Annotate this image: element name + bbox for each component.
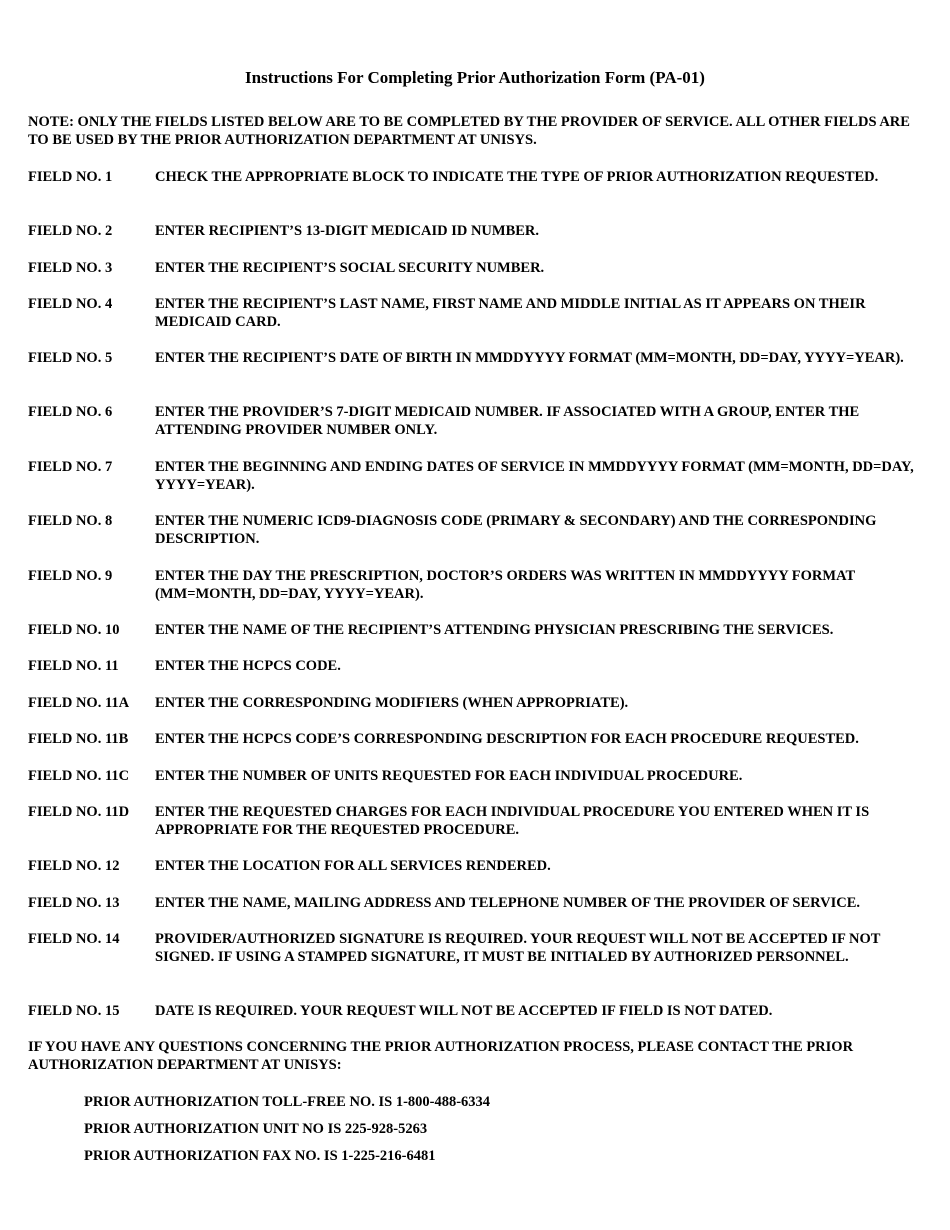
field-instruction-5 <box>28 349 928 367</box>
field-label: FIELD NO. 2 <box>28 223 113 239</box>
field-label: FIELD NO. 11B <box>28 731 129 747</box>
field-text: ENTER THE NAME, MAILING ADDRESS AND TELEPHONE NUMBER OF THE PROVIDER OF SERVICE. <box>155 895 860 911</box>
field-label: FIELD NO. 5 <box>28 350 113 366</box>
field-label: FIELD NO. 11 <box>28 658 119 674</box>
field-label: FIELD NO. 11A <box>28 695 130 711</box>
field-text: ENTER THE RECIPIENT’S SOCIAL SECURITY NUMBER. <box>155 260 545 276</box>
field-text: ENTER THE RECIPIENT’S LAST NAME, FIRST NAME AND MIDDLE INITIAL AS IT APPEARS ON THEIR MEDICAID CARD. <box>155 296 866 330</box>
field-instruction-6 <box>28 403 928 439</box>
field-instruction-11a <box>28 694 928 712</box>
field-text: ENTER THE REQUESTED CHARGES FOR EACH INDIVIDUAL PROCEDURE YOU ENTERED WHEN IT IS APPROPRIATE FOR THE REQUESTED PROCEDURE. <box>155 804 870 838</box>
contact-intro-paragraph: IF YOU HAVE ANY QUESTIONS CONCERNING THE PRIOR AUTHORIZATION PROCESS, PLEASE CONTACT THE PRIOR AUTHORIZATION DEPARTMENT AT UNISYS: <box>28 1039 854 1073</box>
fax-number: PRIOR AUTHORIZATION FAX NO. IS 1-225-216-6481 <box>84 1148 436 1164</box>
field-text: ENTER THE CORRESPONDING MODIFIERS (WHEN APPROPRIATE). <box>155 695 629 711</box>
field-label: FIELD NO. 6 <box>28 404 113 420</box>
field-instruction-11d <box>28 803 928 839</box>
field-label: FIELD NO. 12 <box>28 858 120 874</box>
field-label: FIELD NO. 7 <box>28 459 113 475</box>
field-text: PROVIDER/AUTHORIZED SIGNATURE IS REQUIRED. YOUR REQUEST WILL NOT BE ACCEPTED IF NOT SIGNED. IF USING A STAMPED SIGNATURE, IT MUST BE INITIALED BY AUTHORIZED PERSONNEL. <box>155 931 881 965</box>
field-label: FIELD NO. 15 <box>28 1003 120 1019</box>
field-instruction-10 <box>28 621 928 639</box>
field-text: ENTER THE DAY THE PRESCRIPTION, DOCTOR’S ORDERS WAS WRITTEN IN MMDDYYYY FORMAT (MM=MONTH, DD=DAY, YYYY=YEAR). <box>155 568 855 602</box>
field-label: FIELD NO. 11D <box>28 804 130 820</box>
field-label: FIELD NO. 3 <box>28 260 113 276</box>
field-text: ENTER THE NUMERIC ICD9-DIAGNOSIS CODE (PRIMARY & SECONDARY) AND THE CORRESPONDING DESCRIPTION. <box>155 513 877 547</box>
field-text: ENTER THE RECIPIENT’S DATE OF BIRTH IN MMDDYYYY FORMAT (MM=MONTH, DD=DAY, YYYY=YEAR). <box>155 350 904 366</box>
field-text: ENTER THE NAME OF THE RECIPIENT’S ATTENDING PHYSICIAN PRESCRIBING THE SERVICES. <box>155 622 834 638</box>
field-text: ENTER THE NUMBER OF UNITS REQUESTED FOR EACH INDIVIDUAL PROCEDURE. <box>155 768 743 784</box>
field-text: ENTER THE BEGINNING AND ENDING DATES OF SERVICE IN MMDDYYYY FORMAT (MM=MONTH, DD=DAY, YYYY=YEAR). <box>155 459 914 493</box>
field-label: FIELD NO. 10 <box>28 622 120 638</box>
field-instruction-11c <box>28 767 928 785</box>
field-label: FIELD NO. 1 <box>28 169 113 185</box>
field-instruction-7 <box>28 458 928 494</box>
field-instruction-13 <box>28 894 928 912</box>
field-label: FIELD NO. 8 <box>28 513 113 529</box>
field-text: DATE IS REQUIRED. YOUR REQUEST WILL NOT BE ACCEPTED IF FIELD IS NOT DATED. <box>155 1003 773 1019</box>
field-instruction-14 <box>28 930 928 966</box>
field-instruction-2 <box>28 222 928 240</box>
field-instruction-1 <box>28 168 928 186</box>
toll-free-number: PRIOR AUTHORIZATION TOLL-FREE NO. IS 1-800-488-6334 <box>84 1094 491 1110</box>
field-label: FIELD NO. 11C <box>28 768 130 784</box>
field-label: FIELD NO. 9 <box>28 568 113 584</box>
page-title: Instructions For Completing Prior Authorization Form (PA-01) <box>245 68 705 87</box>
field-text: ENTER RECIPIENT’S 13-DIGIT MEDICAID ID NUMBER. <box>155 223 540 239</box>
field-instruction-4 <box>28 295 928 331</box>
field-text: CHECK THE APPROPRIATE BLOCK TO INDICATE THE TYPE OF PRIOR AUTHORIZATION REQUESTED. <box>155 169 879 185</box>
field-text: ENTER THE HCPCS CODE’S CORRESPONDING DESCRIPTION FOR EACH PROCEDURE REQUESTED. <box>155 731 859 747</box>
field-label: FIELD NO. 13 <box>28 895 120 911</box>
field-instruction-3 <box>28 259 928 277</box>
field-instruction-12 <box>28 857 928 875</box>
field-instruction-11 <box>28 657 928 675</box>
field-label: FIELD NO. 4 <box>28 296 113 312</box>
field-instruction-9 <box>28 567 928 603</box>
field-instruction-15 <box>28 1002 928 1020</box>
field-label: FIELD NO. 14 <box>28 931 120 947</box>
unit-number: PRIOR AUTHORIZATION UNIT NO IS 225-928-5263 <box>84 1121 428 1137</box>
field-instruction-8 <box>28 512 928 548</box>
field-text: ENTER THE LOCATION FOR ALL SERVICES RENDERED. <box>155 858 551 874</box>
note-paragraph: NOTE: ONLY THE FIELDS LISTED BELOW ARE TO BE COMPLETED BY THE PROVIDER OF SERVICE. ALL OTHER FIELDS ARE TO BE USED BY THE PRIOR AUTHORIZATION DEPARTMENT AT UNISYS. <box>28 114 910 148</box>
field-instruction-11b <box>28 730 928 748</box>
field-text: ENTER THE HCPCS CODE. <box>155 658 341 674</box>
field-text: ENTER THE PROVIDER’S 7-DIGIT MEDICAID NUMBER. IF ASSOCIATED WITH A GROUP, ENTER THE ATTENDING PROVIDER NUMBER ONLY. <box>155 404 860 438</box>
